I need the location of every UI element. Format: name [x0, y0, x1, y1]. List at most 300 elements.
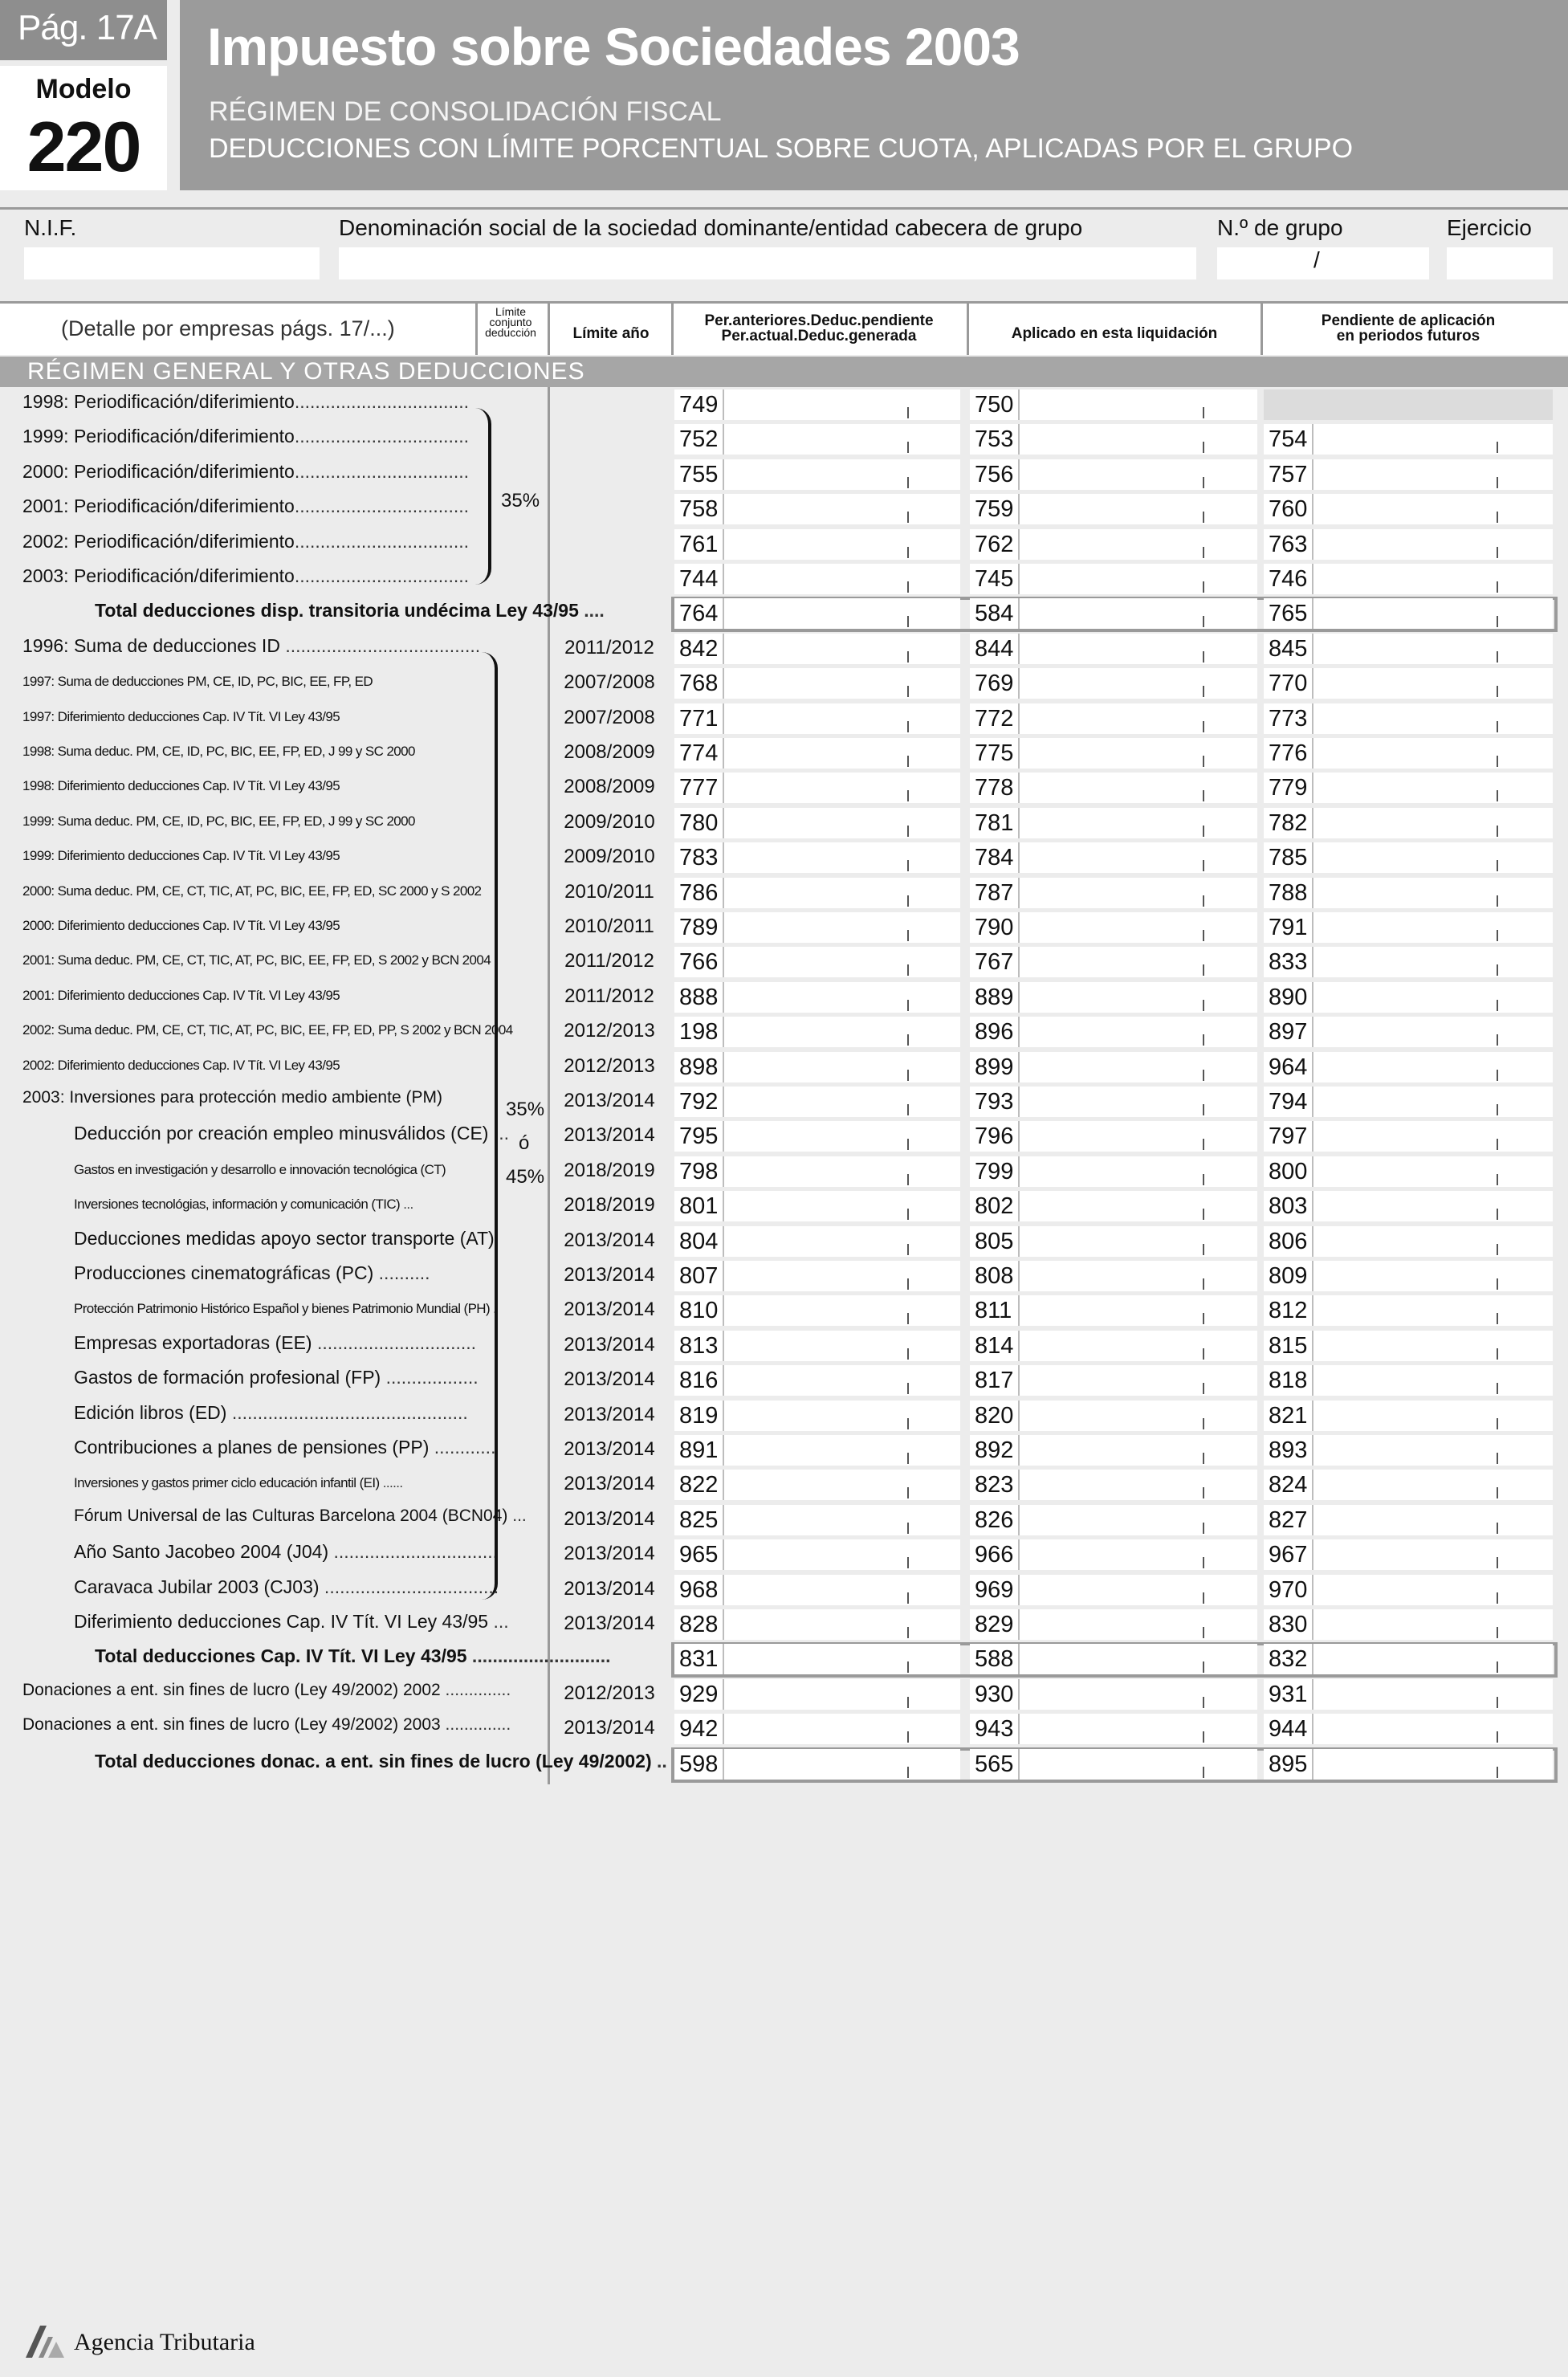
aplicado-box-code: 805	[970, 1226, 1020, 1257]
row-limit-year: 2011/2012	[564, 985, 654, 1007]
decimal-tick	[907, 1557, 909, 1568]
row-label: Gastos de formación profesional (FP) ..................	[74, 1367, 479, 1388]
decimal-tick	[1497, 1767, 1498, 1778]
aplicado-box-code: 767	[970, 947, 1020, 977]
divider	[967, 304, 969, 355]
per-anteriores-box-code: 804	[674, 1226, 724, 1257]
row-label: Deducción por creación empleo minusválidos (CE) ...	[74, 1123, 510, 1144]
decimal-tick	[1203, 512, 1204, 523]
pendiente-box-code: 897	[1264, 1017, 1313, 1047]
decimal-tick	[1203, 1034, 1204, 1046]
aplicado-header: Aplicado en esta liquidación	[1011, 325, 1218, 342]
aplicado-box-code: 799	[970, 1156, 1020, 1187]
divider	[548, 304, 550, 355]
decimal-tick	[1203, 790, 1204, 801]
table-row	[0, 1294, 1568, 1328]
row-label: 2000: Periodificación/diferimiento..................................	[22, 460, 470, 482]
decimal-tick	[1203, 1244, 1204, 1255]
decimal-tick	[1203, 826, 1204, 837]
decimal-tick	[1203, 964, 1204, 976]
decimal-tick	[1497, 1418, 1498, 1429]
decimal-tick	[1203, 616, 1204, 627]
decimal-tick	[1203, 1731, 1204, 1743]
row-limit-year: 2013/2014	[564, 1507, 655, 1530]
denominacion-field[interactable]	[339, 247, 1196, 279]
pendiente-box-code: 763	[1264, 529, 1313, 560]
table-row	[0, 1399, 1568, 1433]
row-label: Edición libros (ED) ..............................................	[74, 1401, 468, 1423]
decimal-tick	[1203, 1487, 1204, 1498]
pendiente-box-code: 931	[1264, 1679, 1313, 1710]
pendiente-box-code: 794	[1264, 1087, 1313, 1117]
divider	[1261, 304, 1263, 355]
aplicado-box-code: 814	[970, 1331, 1020, 1361]
row-label: Total deducciones donac. a ent. sin fines de lucro (Ley 49/2002) ..	[95, 1750, 667, 1772]
decimal-tick	[1497, 1661, 1498, 1673]
decimal-tick	[907, 1313, 909, 1324]
aplicado-box-code: 889	[970, 982, 1020, 1013]
aplicado-box-code: 762	[970, 529, 1020, 560]
decimal-tick	[907, 1487, 909, 1498]
row-label: 1998: Periodificación/diferimiento..................................	[22, 391, 470, 412]
aplicado-box-code: 844	[970, 634, 1020, 664]
decimal-tick	[907, 477, 909, 488]
decimal-tick	[1497, 1731, 1498, 1743]
row-label: Protección Patrimonio Histórico Español y bienes Patrimonio Mundial (PH) .	[74, 1301, 497, 1317]
pendiente-box-code: 967	[1264, 1539, 1313, 1570]
aplicado-box-code: 793	[970, 1087, 1020, 1117]
table-row	[0, 1189, 1568, 1224]
table-row	[0, 771, 1568, 805]
per-anteriores-box-code: 752	[674, 424, 724, 455]
decimal-tick	[1203, 1313, 1204, 1324]
pendiente-box-code: 845	[1264, 634, 1313, 664]
pendiente-box-code: 800	[1264, 1156, 1313, 1187]
row-label: Inversiones tecnológias, información y comunicación (TIC) ...	[74, 1197, 413, 1213]
per-anteriores-box-code: 789	[674, 912, 724, 943]
modelo-number: 220	[26, 107, 141, 186]
denominacion-label: Denominación social de la sociedad dominante/entidad cabecera de grupo	[339, 215, 1083, 240]
decimal-tick	[907, 1139, 909, 1150]
pendiente-box-code: 827	[1264, 1505, 1313, 1535]
row-limit-year: 2012/2013	[564, 1054, 655, 1077]
row-limit-year: 2013/2014	[564, 1438, 655, 1460]
decimal-tick	[1497, 1592, 1498, 1604]
row-limit-year: 2013/2014	[564, 1543, 655, 1565]
per-anteriores-box-code: 819	[674, 1401, 724, 1431]
aplicado-box-code: 966	[970, 1539, 1020, 1570]
row-limit-year: 2013/2014	[564, 1229, 655, 1251]
decimal-tick	[1203, 1139, 1204, 1150]
row-label: 2002: Suma deduc. PM, CE, CT, TIC, AT, PC, BIC, EE, FP, ED, PP, S 2002 y BCN 2004	[22, 1022, 513, 1038]
pendiente-box-code: 746	[1264, 564, 1313, 594]
table-row	[0, 492, 1568, 527]
row-limit-year: 2008/2009	[564, 741, 655, 763]
decimal-tick	[1203, 1767, 1204, 1778]
decimal-tick	[1203, 930, 1204, 941]
aplicado-box-code: 745	[970, 564, 1020, 594]
row-label: Donaciones a ent. sin fines de lucro (Ley 49/2002) 2002 ..............	[22, 1680, 511, 1699]
decimal-tick	[1497, 860, 1498, 871]
decimal-tick	[1203, 1104, 1204, 1115]
aplicado-box-code: 796	[970, 1121, 1020, 1152]
pendiente-box-code: 760	[1264, 494, 1313, 524]
pct-45: 45%	[506, 1166, 545, 1188]
detalle-label: (Detalle por empresas págs. 17/...)	[61, 316, 395, 340]
decimal-tick	[907, 616, 909, 627]
table-row	[0, 1015, 1568, 1050]
row-label: Total deducciones Cap. IV Tít. VI Ley 43/95 ...........................	[95, 1645, 611, 1667]
decimal-tick	[1203, 860, 1204, 871]
decimal-tick	[1203, 1697, 1204, 1708]
decimal-tick	[1203, 1557, 1204, 1568]
table-row	[0, 1678, 1568, 1712]
decimal-tick	[1497, 826, 1498, 837]
decimal-tick	[1497, 442, 1498, 453]
row-label: Empresas exportadoras (EE) ...............................	[74, 1331, 477, 1353]
row-label: 2002: Periodificación/diferimiento..................................	[22, 530, 470, 552]
aplicado-box-code: 892	[970, 1435, 1020, 1466]
decimal-tick	[1497, 721, 1498, 732]
row-label: 1999: Diferimiento deducciones Cap. IV Tít. VI Ley 43/95	[22, 848, 340, 864]
pendiente-box-code: 791	[1264, 912, 1313, 943]
aplicado-box-code: 823	[970, 1470, 1020, 1500]
pct-o: ó	[519, 1132, 530, 1154]
decimal-tick	[1497, 547, 1498, 558]
table-row	[0, 1608, 1568, 1642]
row-limit-year: 2013/2014	[564, 1577, 655, 1600]
aplicado-box-code: 769	[970, 668, 1020, 699]
row-label: 2000: Diferimiento deducciones Cap. IV Tít. VI Ley 43/95	[22, 918, 340, 933]
decimal-tick	[907, 930, 909, 941]
row-label: 2001: Periodificación/diferimiento..................................	[22, 495, 470, 517]
table-row	[0, 1573, 1568, 1608]
decimal-tick	[1497, 930, 1498, 941]
pendiente-box-code: 821	[1264, 1401, 1313, 1431]
decimal-tick	[907, 1104, 909, 1115]
table-row	[0, 458, 1568, 492]
table-row	[0, 1433, 1568, 1468]
per-anteriores-box-code: 807	[674, 1261, 724, 1291]
pendiente-box-code: 895	[1264, 1749, 1313, 1780]
section-title: RÉGIMEN GENERAL Y OTRAS DEDUCCIONES	[27, 358, 585, 385]
row-limit-year: 2013/2014	[564, 1717, 655, 1739]
row-label: 2001: Suma deduc. PM, CE, CT, TIC, AT, PC, BIC, EE, FP, ED, S 2002 y BCN 2004	[22, 952, 491, 968]
pendiente-box-code: 832	[1264, 1644, 1313, 1674]
decimal-tick	[907, 1034, 909, 1046]
decimal-tick	[1497, 790, 1498, 801]
pendiente-box-code: 824	[1264, 1470, 1313, 1500]
row-limit-year: 2013/2014	[564, 1613, 655, 1634]
row-limit-year: 2018/2019	[564, 1194, 655, 1217]
aplicado-box-code: 778	[970, 773, 1020, 803]
decimal-tick	[907, 1697, 909, 1708]
decimal-tick	[907, 442, 909, 453]
per-anteriores-box-code: 822	[674, 1470, 724, 1500]
pendiente-box-code: 815	[1264, 1331, 1313, 1361]
table-row	[0, 702, 1568, 736]
row-limit-year: 2010/2011	[564, 915, 654, 937]
pendiente-box-code: 765	[1264, 598, 1313, 629]
per-anteriores-box-code: 891	[674, 1435, 724, 1466]
modelo-label: Modelo	[35, 74, 132, 104]
decimal-tick	[1497, 1139, 1498, 1150]
per-anteriores-box-code: 968	[674, 1575, 724, 1605]
decimal-tick	[1497, 1627, 1498, 1638]
table-row	[0, 981, 1568, 1015]
row-label: 1997: Suma de deducciones PM, CE, ID, PC, BIC, EE, FP, ED	[22, 674, 373, 690]
grupo-separator: /	[1313, 247, 1320, 272]
pendiente-box-code: 806	[1264, 1226, 1313, 1257]
decimal-tick	[907, 581, 909, 593]
row-label: 1998: Diferimiento deducciones Cap. IV Tít. VI Ley 43/95	[22, 778, 340, 794]
header-rule	[0, 207, 1568, 210]
per-anteriores-box-code: 744	[674, 564, 724, 594]
decimal-tick	[907, 1731, 909, 1743]
pendiente-box-code: 970	[1264, 1575, 1313, 1605]
table-row	[0, 1225, 1568, 1259]
pendiente-box-code: 757	[1264, 459, 1313, 490]
nif-field[interactable]	[24, 247, 320, 279]
decimal-tick	[1497, 1278, 1498, 1290]
pendiente-box-code: 770	[1264, 668, 1313, 699]
table-row	[0, 1119, 1568, 1154]
total-row	[0, 1642, 1568, 1677]
decimal-tick	[1203, 1523, 1204, 1534]
aplicado-box-code: 775	[970, 738, 1020, 769]
row-limit-year: 2013/2014	[564, 1299, 655, 1321]
decimal-tick	[907, 1453, 909, 1464]
row-limit-year: 2013/2014	[564, 1124, 655, 1147]
divider	[671, 304, 674, 355]
row-label: 2002: Diferimiento deducciones Cap. IV Tít. VI Ley 43/95	[22, 1057, 340, 1073]
decimal-tick	[1497, 1348, 1498, 1360]
decimal-tick	[1203, 1000, 1204, 1011]
decimal-tick	[907, 1523, 909, 1534]
per-anteriores-box-code: 198	[674, 1017, 724, 1047]
pendiente-box-code: 779	[1264, 773, 1313, 803]
row-label: Fórum Universal de las Culturas Barcelona 2004 (BCN04) ...	[74, 1506, 527, 1525]
decimal-tick	[1203, 651, 1204, 663]
per-anteriores-box-code: 842	[674, 634, 724, 664]
row-limit-year: 2009/2010	[564, 846, 655, 868]
table-row	[0, 841, 1568, 875]
page-subtitle-2: DEDUCCIONES CON LÍMITE PORCENTUAL SOBRE CUOTA, APLICADAS POR EL GRUPO	[209, 133, 1354, 164]
decimal-tick	[1497, 1209, 1498, 1220]
per-anteriores-box-code: 766	[674, 947, 724, 977]
row-limit-year: 2013/2014	[564, 1368, 655, 1391]
ejercicio-field[interactable]	[1447, 247, 1553, 279]
decimal-tick	[907, 1592, 909, 1604]
aplicado-box-code: 781	[970, 808, 1020, 838]
decimal-tick	[1203, 1383, 1204, 1394]
decimal-tick	[1203, 1174, 1204, 1185]
limite-anio-header: Límite año	[572, 325, 650, 342]
table-row	[0, 1050, 1568, 1085]
decimal-tick	[907, 860, 909, 871]
aplicado-box-code: 811	[970, 1295, 1020, 1326]
pendiente-box-code: 788	[1264, 878, 1313, 908]
aplicado-box-code: 899	[970, 1052, 1020, 1082]
ejercicio-label: Ejercicio	[1447, 215, 1532, 240]
table-row	[0, 736, 1568, 771]
limite-conjunto-header: Límite conjunto deducción	[485, 305, 536, 339]
per-anteriores-box-code: 798	[674, 1156, 724, 1187]
per-anteriores-box-code: 771	[674, 703, 724, 734]
aplicado-box-code: 943	[970, 1714, 1020, 1744]
decimal-tick	[907, 1244, 909, 1255]
decimal-tick	[1497, 1313, 1498, 1324]
row-label: Total deducciones disp. transitoria undécima Ley 43/95 ....	[95, 600, 605, 622]
page-subtitle: RÉGIMEN DE CONSOLIDACIÓN FISCAL	[209, 96, 722, 127]
decimal-tick	[1203, 1661, 1204, 1673]
decimal-tick	[907, 721, 909, 732]
brace-35-45	[480, 652, 498, 1600]
aplicado-box-code: 790	[970, 912, 1020, 943]
row-label: 2001: Diferimiento deducciones Cap. IV Tít. VI Ley 43/95	[22, 987, 340, 1003]
aplicado-box-code: 753	[970, 424, 1020, 455]
per-anteriores-box-code: 764	[674, 598, 724, 629]
aplicado-box-code: 750	[970, 389, 1020, 420]
per-anteriores-box-code: 758	[674, 494, 724, 524]
table-row	[0, 388, 1568, 422]
aplicado-box-code: 565	[970, 1749, 1020, 1780]
decimal-tick	[907, 1278, 909, 1290]
decimal-tick	[907, 686, 909, 697]
total-row	[0, 597, 1568, 631]
page-title: Impuesto sobre Sociedades 2003	[207, 17, 1020, 76]
pendiente-box-code: 830	[1264, 1609, 1313, 1640]
decimal-tick	[1497, 1070, 1498, 1081]
decimal-tick	[1203, 1592, 1204, 1604]
decimal-tick	[1203, 1278, 1204, 1290]
decimal-tick	[907, 547, 909, 558]
per-anteriores-box-code: 828	[674, 1609, 724, 1640]
table-row	[0, 562, 1568, 597]
decimal-tick	[1497, 581, 1498, 593]
row-limit-year: 2011/2012	[564, 636, 654, 658]
table-row	[0, 667, 1568, 701]
decimal-tick	[1497, 1487, 1498, 1498]
table-row	[0, 632, 1568, 667]
decimal-tick	[907, 1174, 909, 1185]
decimal-tick	[1497, 686, 1498, 697]
decimal-tick	[1203, 1209, 1204, 1220]
decimal-tick	[907, 1070, 909, 1081]
decimal-tick	[1497, 964, 1498, 976]
decimal-tick	[907, 407, 909, 418]
decimal-tick	[1203, 1070, 1204, 1081]
aplicado-box-code: 787	[970, 878, 1020, 908]
decimal-tick	[1203, 442, 1204, 453]
row-label: 2000: Suma deduc. PM, CE, CT, TIC, AT, PC, BIC, EE, FP, ED, SC 2000 y S 2002	[22, 883, 482, 899]
decimal-tick	[907, 1661, 909, 1673]
decimal-tick	[1497, 756, 1498, 767]
decimal-tick	[1203, 1348, 1204, 1360]
footer-agency: Agencia Tributaria	[74, 2329, 255, 2355]
per-anteriores-box-code: 929	[674, 1679, 724, 1710]
decimal-tick	[1497, 1523, 1498, 1534]
row-limit-year: 2009/2010	[564, 810, 655, 833]
pendiente-box-code: 754	[1264, 424, 1313, 455]
row-limit-year: 2018/2019	[564, 1159, 655, 1181]
row-limit-year: 2011/2012	[564, 950, 654, 972]
aplicado-box-code: 969	[970, 1575, 1020, 1605]
decimal-tick	[1203, 1453, 1204, 1464]
decimal-tick	[907, 756, 909, 767]
decimal-tick	[1203, 1627, 1204, 1638]
decimal-tick	[1497, 1697, 1498, 1708]
pendiente-box-code: 776	[1264, 738, 1313, 769]
decimal-tick	[1203, 686, 1204, 697]
decimal-tick	[907, 512, 909, 523]
grupo-field[interactable]	[1217, 247, 1429, 279]
decimal-tick	[1203, 756, 1204, 767]
decimal-tick	[907, 1348, 909, 1360]
per-anteriores-box-code: 965	[674, 1539, 724, 1570]
per-anteriores-box-code: 831	[674, 1644, 724, 1674]
decimal-tick	[1497, 651, 1498, 663]
row-label: 1999: Periodificación/diferimiento..................................	[22, 426, 470, 447]
decimal-tick	[1497, 895, 1498, 907]
decimal-tick	[1497, 1034, 1498, 1046]
decimal-tick	[1497, 1000, 1498, 1011]
per-anteriores-box-code: 801	[674, 1191, 724, 1221]
per-anteriores-box-code: 777	[674, 773, 724, 803]
decimal-tick	[1203, 895, 1204, 907]
table-row	[0, 422, 1568, 457]
pendiente-box-code: 833	[1264, 947, 1313, 977]
decimal-tick	[907, 1383, 909, 1394]
decimal-tick	[907, 651, 909, 663]
table-row	[0, 1329, 1568, 1364]
pendiente-box-code: 818	[1264, 1365, 1313, 1396]
aplicado-box-code: 930	[970, 1679, 1020, 1710]
pendiente-header: Pendiente de aplicación en periodos futuros	[1321, 312, 1496, 345]
decimal-tick	[1203, 407, 1204, 418]
table-row	[0, 806, 1568, 841]
per-anteriores-box-code: 813	[674, 1331, 724, 1361]
pendiente-box-code: 782	[1264, 808, 1313, 838]
per-anteriores-box-code: 749	[674, 389, 724, 420]
table-row	[0, 945, 1568, 980]
row-limit-year: 2013/2014	[564, 1264, 655, 1286]
row-limit-year: 2008/2009	[564, 776, 655, 798]
per-anteriores-box-code: 825	[674, 1505, 724, 1535]
per-anteriores-box-code: 888	[674, 982, 724, 1013]
row-label: 1996: Suma de deducciones ID ......................................	[22, 634, 481, 656]
aplicado-box-code: 820	[970, 1401, 1020, 1431]
decimal-tick	[907, 826, 909, 837]
table-row	[0, 911, 1568, 945]
pendiente-box-code: 812	[1264, 1295, 1313, 1326]
page-number: Pág. 17A	[18, 8, 157, 47]
decimal-tick	[907, 1418, 909, 1429]
table-row	[0, 1085, 1568, 1119]
aplicado-box-code: 808	[970, 1261, 1020, 1291]
row-limit-year: 2010/2011	[564, 880, 654, 903]
decimal-tick	[1497, 1453, 1498, 1464]
pendiente-box-code: 944	[1264, 1714, 1313, 1744]
decimal-tick	[907, 1767, 909, 1778]
aplicado-box-code: 829	[970, 1609, 1020, 1640]
decimal-tick	[1203, 477, 1204, 488]
grupo-label: N.º de grupo	[1217, 215, 1343, 240]
pendiente-box-code: 964	[1264, 1052, 1313, 1082]
table-row	[0, 1538, 1568, 1572]
per-anteriores-box-code: 755	[674, 459, 724, 490]
row-limit-year: 2012/2013	[564, 1020, 655, 1042]
